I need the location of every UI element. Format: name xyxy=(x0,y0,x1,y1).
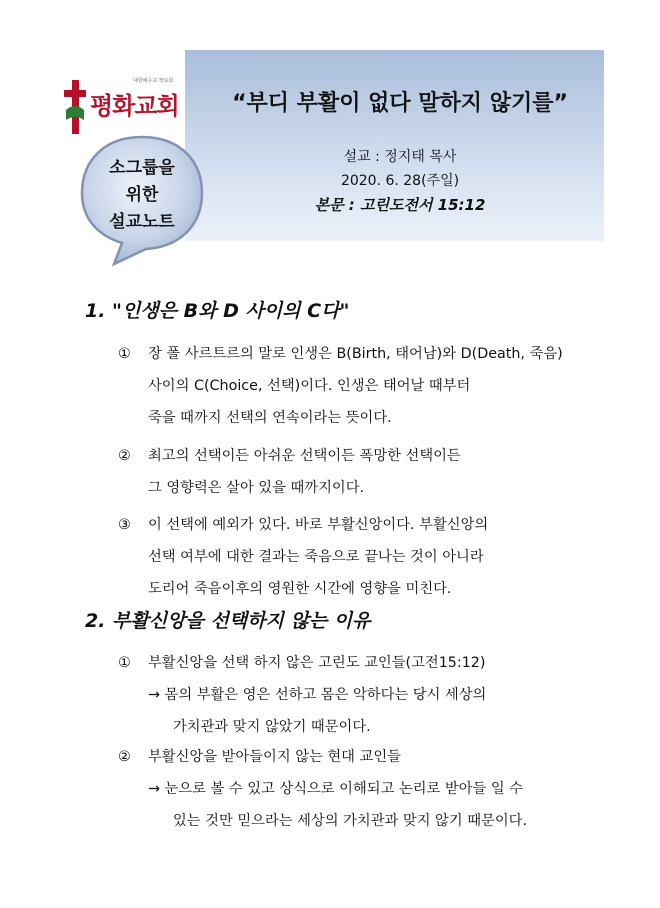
list-item xyxy=(118,338,563,434)
logo-name: 평화교회 xyxy=(90,92,179,120)
item-line: 있는 것만 믿으라는 세상의 가치관과 맞지 않기 때문이다. xyxy=(173,813,528,829)
item-marker: ① xyxy=(118,655,131,671)
item-line: → 눈으로 볼 수 있고 상식으로 이해되고 논리로 받아들 일 수 xyxy=(148,781,524,797)
cross-logo-icon xyxy=(64,80,86,134)
item-line: 죽을 때까지 선택의 연속이라는 뜻이다. xyxy=(148,410,392,426)
sermon-title: “부디 부활이 없다 말하지 않기를” xyxy=(232,91,568,116)
bubble-line: 소그룹을 xyxy=(109,158,175,178)
item-line: 도리어 죽음이후의 영원한 시간에 영향을 미친다. xyxy=(148,581,452,597)
item-line: 그 영향력은 살아 있을 때까지이다. xyxy=(148,480,365,496)
item-line: 사이의 C(Choice, 선택)이다. 인생은 태어날 때부터 xyxy=(148,378,471,394)
item-line: 가치관과 맞지 않았기 때문이다. xyxy=(173,719,371,735)
item-line: 이 선택에 예외가 있다. 바로 부활신앙이다. 부활신앙의 xyxy=(148,517,489,533)
bubble-text xyxy=(76,155,208,236)
item-line: 부활신앙을 받아들이지 않는 현대 교인들 xyxy=(148,749,401,765)
logo-subtitle: 대한예수교 장로회 xyxy=(133,78,174,84)
bubble-line: 설교노트 xyxy=(109,212,175,232)
item-line: 장 폴 사르트르의 말로 인생은 B(Birth, 태어남)와 D(Death, 죽음) xyxy=(148,346,563,362)
item-line: 부활신앙을 선택 하지 않은 고린도 교인들(고전15:12) xyxy=(148,655,486,671)
list-item xyxy=(118,509,488,605)
list-item xyxy=(118,440,461,504)
list-item xyxy=(118,741,527,837)
sermon-scripture: 본문 : 고린도전서 15:12 xyxy=(314,196,486,214)
item-line: 선택 여부에 대한 결과는 죽음으로 끝나는 것이 아니라 xyxy=(148,549,484,565)
item-line: → 몸의 부활은 영은 선하고 몸은 악하다는 당시 세상의 xyxy=(148,687,487,703)
sermon-date: 2020. 6. 28(주일) xyxy=(340,173,460,189)
section-heading: 1. "인생은 B와 D 사이의 C다" xyxy=(85,300,350,322)
item-line: 최고의 선택이든 아쉬운 선택이든 폭망한 선택이든 xyxy=(148,448,461,464)
list-item xyxy=(118,647,486,743)
item-marker: ③ xyxy=(118,517,131,533)
sermon-preacher: 설교 : 정지태 목사 xyxy=(343,149,457,165)
speech-bubble xyxy=(76,131,208,267)
section-heading: 2. 부활신앙을 선택하지 않는 이유 xyxy=(85,610,371,632)
item-marker: ① xyxy=(118,346,131,362)
item-marker: ② xyxy=(118,448,131,464)
item-marker: ② xyxy=(118,749,131,765)
bubble-line: 위한 xyxy=(125,185,159,205)
